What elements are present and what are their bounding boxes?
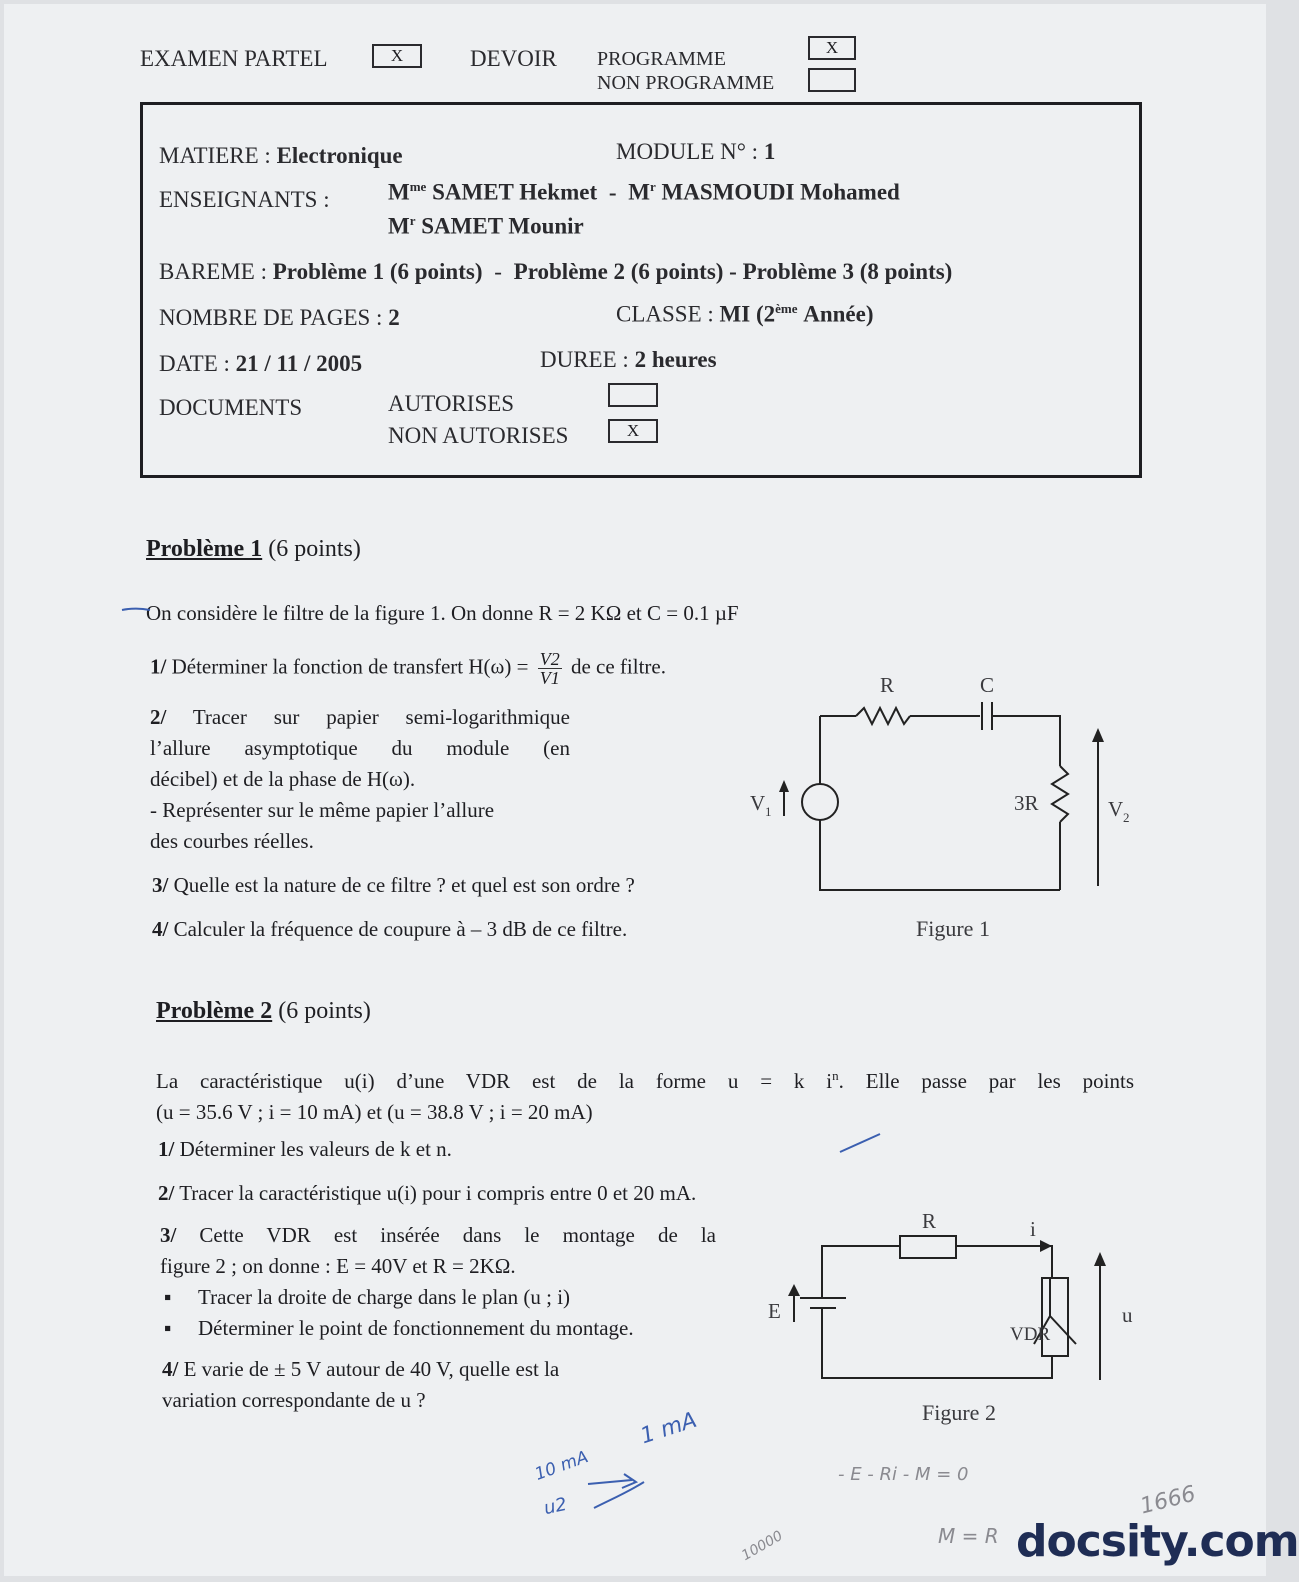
p2-intro-line2: (u = 35.6 V ; i = 10 mA) et (u = 38.8 V ; i = 20 mA) — [156, 1100, 593, 1124]
annotation-u2: u2 — [542, 1493, 569, 1520]
pen-stroke-3 — [594, 1482, 644, 1508]
problem1-points: (6 points) — [268, 536, 361, 562]
documents-label: DOCUMENTS — [159, 395, 303, 420]
fig1-label-3r: 3R — [1014, 791, 1039, 815]
annotation-1ma: 1 mA — [637, 1407, 700, 1450]
bareme-p3: Problème 3 (8 points) — [742, 259, 953, 284]
pen-strokes — [4, 4, 1266, 1576]
non-programme-label: NON PROGRAMME — [597, 72, 775, 94]
annotation-eq2: M = R — [938, 1524, 999, 1548]
teacher2-sup: r — [650, 179, 656, 194]
p1-q2-num: 2/ — [150, 705, 167, 729]
problem2-title: Problème 2 — [156, 998, 273, 1024]
frac-denominator: V1 — [539, 668, 560, 688]
matiere-value: Electronique — [276, 143, 403, 168]
classe-value: MI (2 — [719, 301, 776, 327]
teacher2-prefix: M — [628, 179, 651, 205]
fig1-label-v2-sub: 2 — [1123, 810, 1130, 825]
teacher3-name: SAMET Mounir — [421, 213, 584, 239]
p2-q1-num: 1/ — [158, 1137, 175, 1161]
exam-partiel-label: EXAMEN PARTEL — [140, 46, 328, 71]
module-value: 1 — [763, 139, 776, 164]
pen-stroke-1 — [122, 609, 150, 611]
programme-checkbox[interactable]: X — [808, 36, 856, 60]
p2-q3-line1: Cette VDR est insérée dans le montage de la — [199, 1223, 716, 1247]
enseignants-label: ENSEIGNANTS : — [159, 187, 330, 212]
p1-q1-text: Déterminer la fonction de transfert H(ω) = — [171, 654, 529, 679]
figure1-caption: Figure 1 — [916, 916, 990, 941]
p2-q1-text: Déterminer les valeurs de k et n. — [179, 1137, 452, 1161]
date-value: 21 / 11 / 2005 — [235, 351, 363, 376]
fig1-label-v2: V — [1108, 797, 1124, 821]
exam-partiel-checkbox[interactable]: X — [372, 44, 422, 68]
p1-q2-line4: - Représenter sur le même papier l’allure — [150, 798, 495, 822]
bareme-p1: Problème 1 (6 points) — [272, 259, 483, 284]
classe-sup: ème — [775, 301, 798, 316]
devoir-label: DEVOIR — [470, 46, 557, 71]
p2-q4-line1: E varie de ± 5 V autour de 40 V, quelle est la — [183, 1357, 560, 1381]
module-label: MODULE N° : — [616, 139, 759, 164]
annotation-10ma: 10 mA — [532, 1447, 591, 1485]
fig2-label-e: E — [768, 1299, 781, 1323]
bareme-row: BAREME : Problème 1 (6 points) - Problème 2 (6 points) - Problème 3 (8 points) — [159, 259, 953, 284]
non-autorises-checkbox[interactable]: X — [608, 419, 658, 443]
p2-q3-line2: figure 2 ; on donne : E = 40V et R = 2KΩ. — [160, 1254, 516, 1278]
pen-arrow-1 — [588, 1474, 636, 1488]
annotation-1666: 1666 — [1137, 1481, 1199, 1520]
p2-q2-num: 2/ — [158, 1181, 175, 1205]
p1-q3-num: 3/ — [152, 873, 169, 897]
fig2-label-r: R — [922, 1209, 937, 1233]
p2-q4-num: 4/ — [162, 1357, 179, 1381]
p2-q3-num: 3/ — [160, 1223, 177, 1247]
fig2-label-i: i — [1030, 1217, 1036, 1241]
non-autorises-label: NON AUTORISES — [388, 423, 569, 448]
docsity-watermark[interactable]: docsity.com — [1016, 1516, 1299, 1567]
figure2-caption: Figure 2 — [922, 1400, 996, 1425]
p1-q1-end: de ce filtre. — [570, 654, 666, 679]
bareme-p2: Problème 2 (6 points) - — [513, 259, 737, 284]
p2-q2-text: Tracer la caractéristique u(i) pour i compris entre 0 et 20 mA. — [179, 1181, 697, 1205]
p2-intro-line1-end: . Elle passe par les points — [838, 1069, 1134, 1093]
fig1-label-r: R — [880, 673, 895, 697]
fig2-label-u: u — [1122, 1303, 1133, 1327]
p1-q4-num: 4/ — [152, 917, 169, 941]
p2-q3-bullet-1: ▪ Tracer la droite de charge dans le plan (u ; i) — [160, 1282, 716, 1313]
exam-page — [4, 4, 1299, 1576]
bareme-label: BAREME : — [159, 259, 267, 284]
annotation-small: 10000 — [738, 1527, 786, 1565]
teacher3-prefix: M — [388, 213, 410, 239]
teacher1-prefix: M — [388, 179, 410, 205]
p1-q4-text: Calculer la fréquence de coupure à – 3 dB de ce filtre. — [173, 917, 628, 941]
p2-q4-line2: variation correspondante de u ? — [162, 1388, 426, 1412]
teacher-separator: - — [608, 179, 617, 205]
matiere-label: MATIERE : — [159, 143, 271, 168]
p1-q2-line1: Tracer sur papier semi-logarithmique — [192, 705, 570, 729]
duree-label: DUREE : — [540, 347, 629, 372]
fig2-label-vdr: VDR — [1010, 1324, 1051, 1345]
p2-intro-line1: La caractéristique u(i) d’une VDR est de la forme u = k i — [156, 1069, 833, 1093]
teacher1-sup: me — [409, 179, 427, 194]
programme-label: PROGRAMME — [597, 48, 726, 70]
problem2-points: (6 points) — [278, 998, 371, 1024]
problem1-title: Problème 1 — [146, 536, 263, 562]
pages-value: 2 — [388, 305, 400, 330]
p1-q2-line5: des courbes réelles. — [150, 829, 314, 853]
teacher3-sup: r — [409, 213, 416, 228]
autorises-label: AUTORISES — [388, 391, 515, 416]
p1-q2-line2: l’allure asymptotique du module (en — [150, 736, 570, 760]
problem1-intro: On considère le filtre de la figure 1. On donne R = 2 KΩ et C = 0.1 µF — [146, 601, 739, 625]
classe-end: Année) — [803, 301, 874, 327]
p2-q3-bullet-2: ▪ Déterminer le point de fonctionnement du montage. — [160, 1313, 716, 1344]
pages-label: NOMBRE DE PAGES : — [159, 305, 383, 330]
p2-intro-sup: n — [832, 1068, 839, 1083]
teacher2-name: MASMOUDI Mohamed — [661, 179, 900, 205]
date-label: DATE : — [159, 351, 230, 376]
teacher1-name: SAMET Hekmet — [432, 179, 598, 205]
annotation-eq1: - E - Ri - M = 0 — [838, 1464, 969, 1485]
p1-q1-num: 1/ — [150, 654, 167, 679]
pen-stroke-2 — [840, 1134, 880, 1152]
p1-q2-line3: décibel) et de la phase de H(ω). — [150, 767, 416, 791]
classe-label: CLASSE : — [616, 301, 714, 327]
fig1-label-v1: V — [750, 791, 766, 815]
p1-q3-text: Quelle est la nature de ce filtre ? et quel est son ordre ? — [173, 873, 635, 897]
fig1-label-c: C — [980, 673, 995, 697]
duree-value: 2 heures — [634, 347, 717, 372]
frac-numerator: V2 — [539, 649, 560, 669]
fig1-label-v1-sub: 1 — [765, 804, 772, 819]
